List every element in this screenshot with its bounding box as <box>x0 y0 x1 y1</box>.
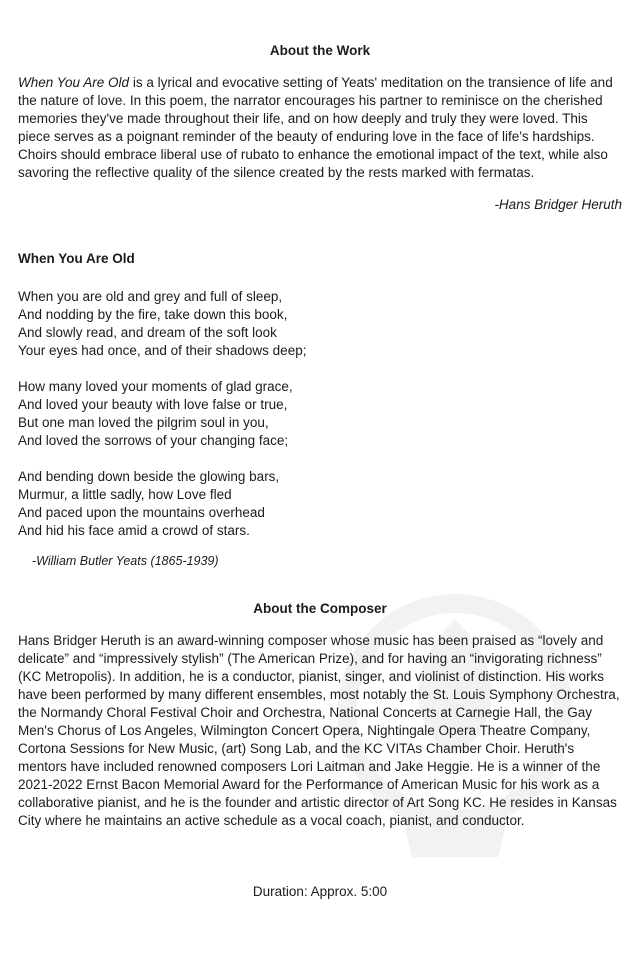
poem-line: And paced upon the mountains overhead <box>18 504 265 520</box>
poem-line: And nodding by the fire, take down this book, <box>18 306 288 322</box>
work-title-italic: When You Are Old <box>18 75 130 90</box>
poem-line: Your eyes had once, and of their shadows deep; <box>18 342 307 358</box>
poem-line: Murmur, a little sadly, how Love fled <box>18 486 232 502</box>
poem-stanza <box>18 378 622 450</box>
poem-stanza <box>18 288 622 360</box>
about-work-text: is a lyrical and evocative setting of Yeats' meditation on the transience of life and the nature of love. In this poem, the narrator encourages his partner to reminisce on the cherished memories they've made throughout their life, and on how deeply and truly they were loved. This piece serves as a poignant reminder of the beauty of enduring love in the face of life's hardships. Choirs should embrace liberal use of rubato to enhance the emotional impact of the text, while also savoring the reflective quality of the silence created by the rests marked with fermatas. <box>18 75 613 180</box>
poet-attribution: -William Butler Yeats (1865-1939) <box>32 553 219 568</box>
composer-attribution: -Hans Bridger Heruth <box>494 196 622 212</box>
poem-line: And loved your beauty with love false or true, <box>18 396 288 412</box>
duration-text: Duration: Approx. 5:00 <box>252 883 388 899</box>
about-composer-paragraph: Hans Bridger Heruth is an award-winning composer whose music has been praised as “lovely and delicate” and “impressively stylish” (The American Prize), and for having an “invigorating richness” (KC Metropolis). In addition, he is a conductor, pianist, singer, and violinist of distinction. His works have been performed by many different ensembles, most notably the St. Louis Symphony Orchestra, the Normandy Choral Festival Choir and Orchestra, National Concerts at Carnegie Hall, the Gay Men's Chorus of Los Angeles, Wilmington Concert Opera, Nightingale Opera Theatre Company, Cortona Sessions for New Music, (art) Song Lab, and the KC VITAs Chamber Choir. Heruth's mentors have included renowned composers Lori Laitman and Jake Heggie. He is a winner of the 2021-2022 Ernst Bacon Memorial Award for the Performance of American Music for his work as a collaborative pianist, and he is the founder and artistic director of Art Song KC. He resides in Kansas City where he maintains an active schedule as a vocal coach, pianist, and conductor. <box>18 632 620 828</box>
poem-line: How many loved your moments of glad grace, <box>18 378 293 394</box>
poem-line: And slowly read, and dream of the soft look <box>18 324 277 340</box>
about-composer-heading: About the Composer <box>253 600 387 616</box>
poem-line: When you are old and grey and full of sleep, <box>18 288 283 304</box>
poem-line: And hid his face amid a crowd of stars. <box>18 522 250 538</box>
poem-line: And loved the sorrows of your changing face; <box>18 432 289 448</box>
poem-line: But one man loved the pilgrim soul in you, <box>18 414 269 430</box>
about-work-heading: About the Work <box>269 43 371 58</box>
about-work-paragraph <box>18 74 622 182</box>
poem-stanza <box>18 468 622 540</box>
poem-line: And bending down beside the glowing bars, <box>18 468 280 484</box>
poem-title: When You Are Old <box>18 250 135 266</box>
